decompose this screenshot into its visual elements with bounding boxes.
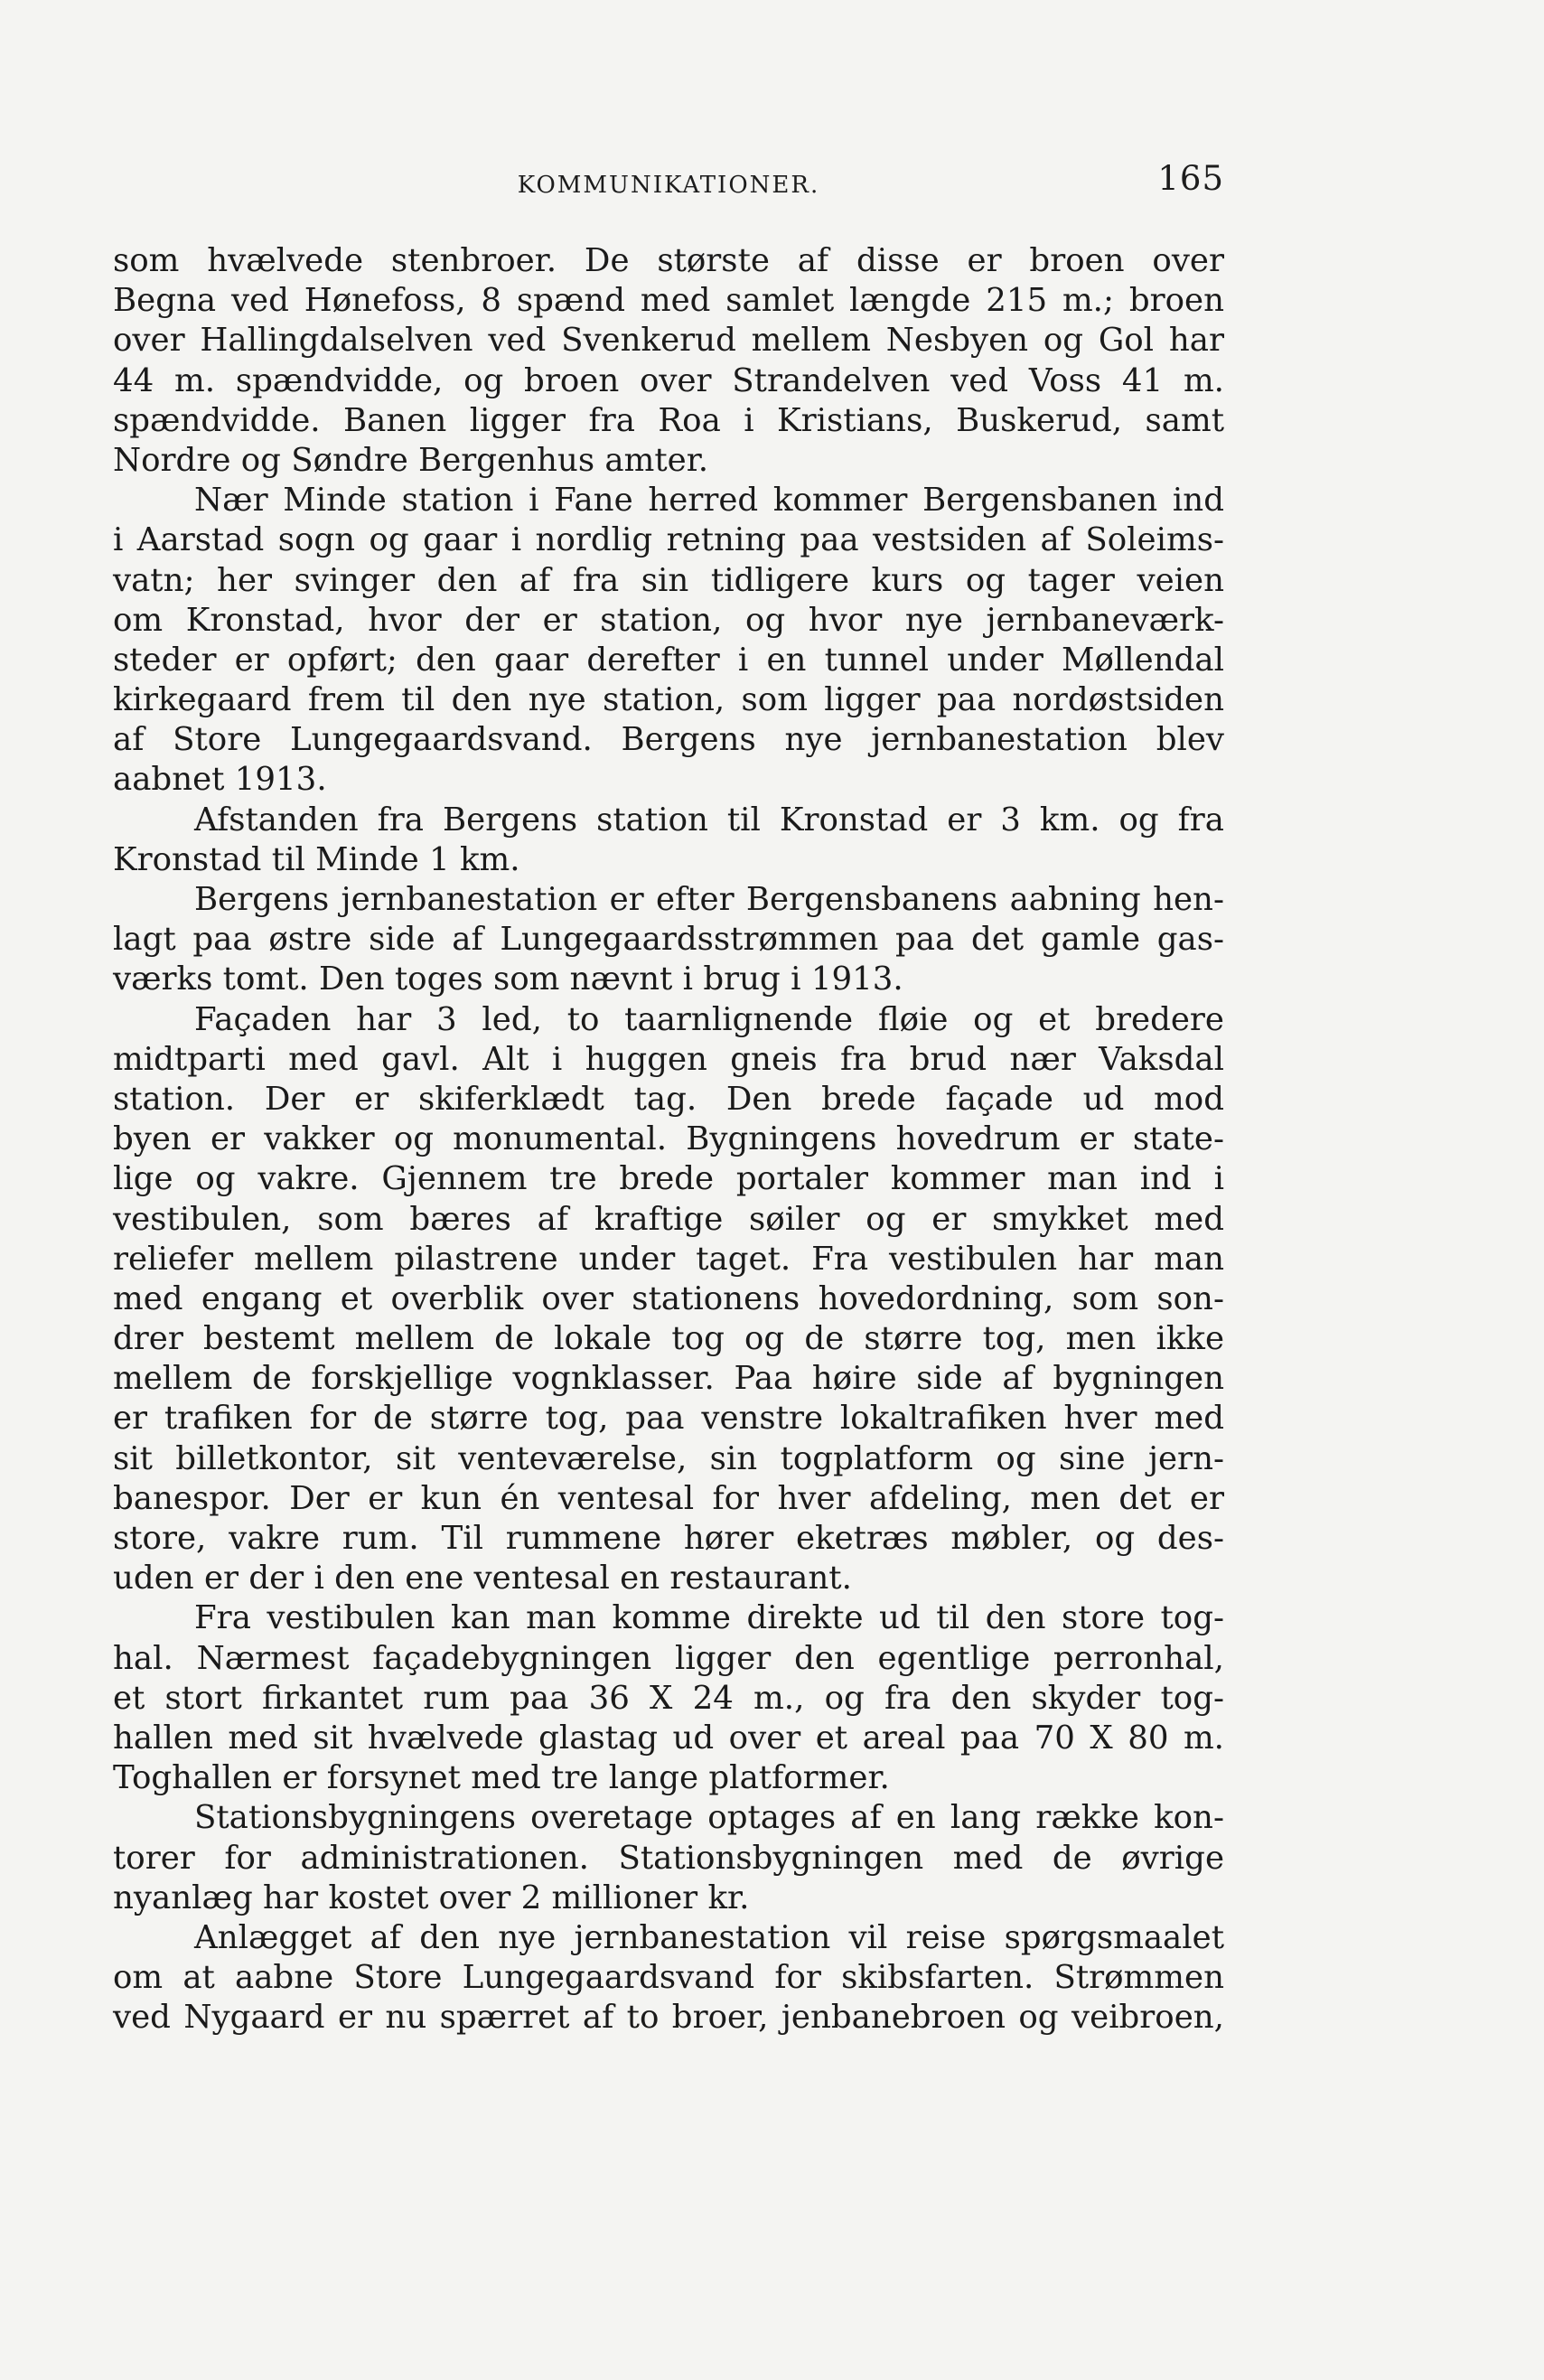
text-line: lige og vakre. Gjennem tre brede portaler kommer man ind i: [113, 1160, 1224, 1198]
body-text: [113, 241, 1224, 2038]
text-line: over Hallingdalselven ved Svenkerud mellem Nesbyen og Gol har: [113, 322, 1224, 360]
text-line: byen er vakker og monumental. Bygningens hovedrum er state-: [113, 1120, 1224, 1158]
text-line: Afstanden fra Bergens station til Kronstad er 3 km. og fra: [194, 801, 1224, 839]
text-line: er trafiken for de større tog, paa venstre lokaltrafiken hver med: [113, 1400, 1224, 1438]
text-line: Stationsbygningens overetage optages af en lang række kon-: [194, 1799, 1224, 1837]
text-line: Kronstad til Minde 1 km.: [113, 840, 520, 878]
text-line: Façaden har 3 led, to taarnlignende fløie og et bredere: [194, 1000, 1224, 1038]
text-line: drer bestemt mellem de lokale tog og de større tog, men ikke: [113, 1320, 1224, 1358]
text-line: Fra vestibulen kan man komme direkte ud til den store tog-: [194, 1599, 1224, 1637]
text-line: store, vakre rum. Til rummene hører eketræs møbler, og des-: [113, 1520, 1224, 1557]
running-header: [113, 155, 1224, 201]
text-line: ved Nygaard er nu spærret af to broer, jenbanebroen og veibroen,: [113, 1999, 1224, 2037]
text-line: et stort firkantet rum paa 36 X 24 m., og fra den skyder tog-: [113, 1679, 1224, 1717]
text-line: om Kronstad, hvor der er station, og hvor nye jernbaneværk-: [113, 601, 1224, 639]
text-line: midtparti med gavl. Alt i huggen gneis fra brud nær Vaksdal: [113, 1040, 1224, 1078]
running-title: KOMMUNIKATIONER.: [517, 172, 820, 199]
text-line: mellem de forskjellige vognklasser. Paa høire side af bygningen: [113, 1360, 1224, 1398]
text-line: hallen med sit hvælvede glastag ud over et areal paa 70 X 80 m.: [113, 1719, 1224, 1757]
text-line: uden er der i den ene ventesal en restaurant.: [113, 1560, 852, 1598]
text-line: i Aarstad sogn og gaar i nordlig retning paa vestsiden af Soleims-: [113, 521, 1224, 559]
text-line: lagt paa østre side af Lungegaardsstrømmen paa det gamle gas-: [113, 921, 1224, 959]
text-line: Toghallen er forsynet med tre lange platformer.: [113, 1759, 890, 1797]
text-line: Nordre og Søndre Bergenhus amter.: [113, 441, 709, 479]
text-line: aabnet 1913.: [113, 761, 327, 799]
text-line: vestibulen, som bæres af kraftige søiler og er smykket med: [113, 1200, 1224, 1238]
text-line: vatn; her svinger den af fra sin tidligere kurs og tager veien: [113, 561, 1224, 599]
text-line: spændvidde. Banen ligger fra Roa i Kristians, Buskerud, samt: [113, 401, 1224, 439]
text-line: Bergens jernbanestation er efter Bergensbanens aabning hen-: [194, 881, 1224, 918]
text-line: Nær Minde station i Fane herred kommer Bergensbanen ind: [194, 482, 1224, 520]
text-line: sit billetkontor, sit venteværelse, sin togplatform og sine jern-: [113, 1439, 1224, 1477]
text-line: kirkegaard frem til den nye station, som ligger paa nordøstsiden: [113, 681, 1224, 719]
text-line: om at aabne Store Lungegaardsvand for skibsfarten. Strømmen: [113, 1959, 1224, 1997]
page-number: 165: [1157, 159, 1224, 198]
text-line: torer for administrationen. Stationsbygningen med de øvrige: [113, 1839, 1224, 1877]
text-line: reliefer mellem pilastrene under taget. Fra vestibulen har man: [113, 1240, 1224, 1278]
text-line: som hvælvede stenbroer. De største af disse er broen over: [113, 242, 1224, 279]
text-line: Begna ved Hønefoss, 8 spænd med samlet længde 215 m.; broen: [113, 282, 1224, 320]
text-line: af Store Lungegaardsvand. Bergens nye jernbanestation blev: [113, 721, 1224, 759]
text-line: med engang et overblik over stationens hovedordning, som son-: [113, 1279, 1224, 1317]
text-line: station. Der er skiferklædt tag. Den brede façade ud mod: [113, 1080, 1224, 1118]
text-line: hal. Nærmest façadebygningen ligger den egentlige perronhal,: [113, 1639, 1224, 1677]
text-line: steder er opført; den gaar derefter i en tunnel under Møllendal: [113, 641, 1224, 679]
text-line: 44 m. spændvidde, og broen over Strandelven ved Voss 41 m.: [113, 361, 1224, 399]
text-line: værks tomt. Den toges som nævnt i brug i 1913.: [113, 960, 903, 998]
text-line: nyanlæg har kostet over 2 millioner kr.: [113, 1879, 750, 1916]
text-line: banespor. Der er kun én ventesal for hver afdeling, men det er: [113, 1479, 1224, 1517]
text-line: Anlægget af den nye jernbanestation vil reise spørgsmaalet: [194, 1918, 1224, 1956]
